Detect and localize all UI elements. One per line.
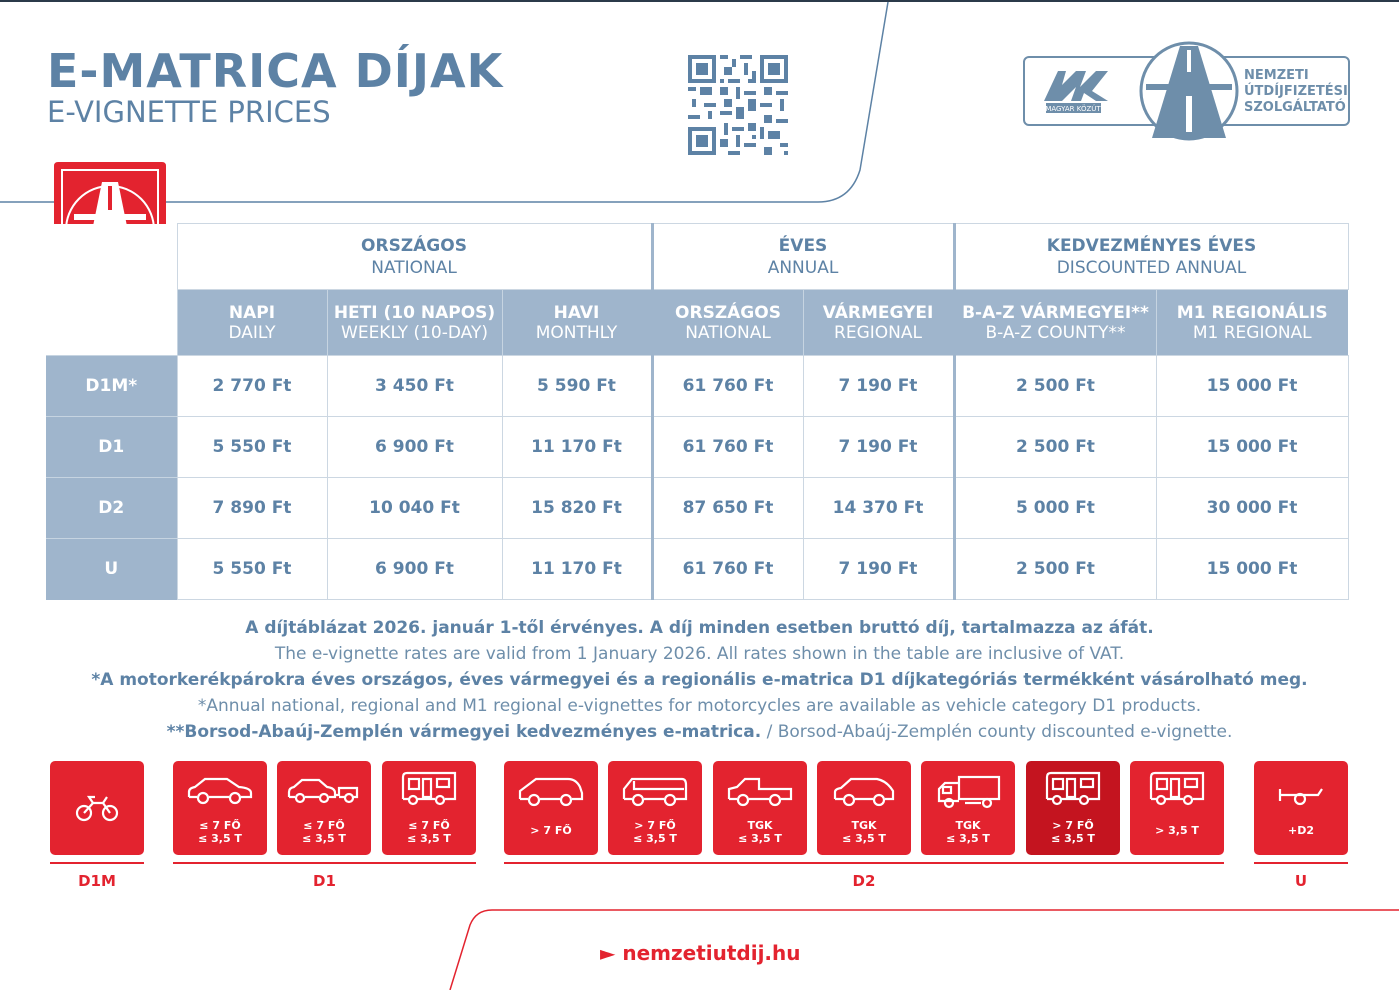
pickup-icon	[725, 775, 795, 809]
row-label: D1M*	[46, 356, 177, 417]
category-tile-u: +D2	[1254, 761, 1348, 855]
price-cell: 2 500 Ft	[954, 356, 1156, 417]
car-trailer-icon	[287, 775, 361, 807]
price-cell: 61 760 Ft	[652, 356, 803, 417]
category-tile: > 3,5 T	[1130, 761, 1224, 855]
category-tile: TGK ≤ 3,5 T	[713, 761, 807, 855]
group-line-d1m	[50, 862, 144, 864]
table-row	[46, 356, 1348, 417]
category-tile: > 7 FŐ ≤ 3,5 T	[608, 761, 702, 855]
sedan-icon	[185, 775, 255, 807]
price-cell: 11 170 Ft	[502, 417, 652, 478]
notes-block	[0, 615, 1399, 745]
table-group-header-row	[46, 224, 1348, 290]
page-subtitle: E-VIGNETTE PRICES	[47, 95, 331, 129]
camper-icon	[399, 771, 459, 807]
group-header-discounted: KEDVEZMÉNYES ÉVES DISCOUNTED ANNUAL	[954, 224, 1348, 290]
price-cell: 5 550 Ft	[177, 539, 327, 600]
category-tile: > 7 FŐ ≤ 3,5 T	[1026, 761, 1120, 855]
category-tile: TGK ≤ 3,5 T	[921, 761, 1015, 855]
price-cell: 5 590 Ft	[502, 356, 652, 417]
price-cell: 15 000 Ft	[1156, 539, 1348, 600]
category-tile: ≤ 7 FŐ ≤ 3,5 T	[277, 761, 371, 855]
category-tile: TGK ≤ 3,5 T	[817, 761, 911, 855]
category-tile-d1m	[50, 761, 144, 855]
price-cell: 15 000 Ft	[1156, 417, 1348, 478]
minivan-icon	[516, 775, 586, 809]
box-truck-icon	[935, 775, 1001, 811]
table-row	[46, 478, 1348, 539]
category-tile: ≤ 7 FŐ ≤ 3,5 T	[173, 761, 267, 855]
price-cell: 15 000 Ft	[1156, 356, 1348, 417]
price-cell: 2 770 Ft	[177, 356, 327, 417]
qr-code[interactable]	[688, 55, 788, 155]
column-header-baz-county: B-A-Z VÁRMEGYEI** B-A-Z COUNTY**	[954, 290, 1156, 356]
column-header-monthly: HAVI MONTHLY	[502, 290, 652, 356]
group-label-d1m: D1M	[78, 872, 116, 890]
price-cell: 61 760 Ft	[652, 417, 803, 478]
validity-note-hu: A díjtáblázat 2026. január 1-től érvényes. A díj minden esetben bruttó díj, tartalmazza az áfát.	[245, 618, 1154, 638]
group-label-d1: D1	[313, 872, 336, 890]
column-header-annual-regional: VÁRMEGYEI REGIONAL	[803, 290, 954, 356]
price-cell: 14 370 Ft	[803, 478, 954, 539]
price-cell: 10 040 Ft	[327, 478, 502, 539]
footer-curve	[440, 905, 1399, 990]
column-header-annual-national: ORSZÁGOS NATIONAL	[652, 290, 803, 356]
price-cell: 15 820 Ft	[502, 478, 652, 539]
road-circle-logo	[1138, 40, 1240, 142]
price-cell: 3 450 Ft	[327, 356, 502, 417]
price-cell: 5 000 Ft	[954, 478, 1156, 539]
group-line-d2	[504, 862, 1224, 864]
price-cell: 6 900 Ft	[327, 417, 502, 478]
motorcycle-icon	[73, 789, 121, 825]
price-cell: 30 000 Ft	[1156, 478, 1348, 539]
price-cell: 61 760 Ft	[652, 539, 803, 600]
camper-icon	[1147, 771, 1207, 807]
table-column-header-row	[46, 290, 1348, 356]
group-label-u: U	[1294, 872, 1308, 890]
price-cell: 7 890 Ft	[177, 478, 327, 539]
motorcycle-note-hu: *A motorkerékpárokra éves országos, éves vármegyei és a regionális e-matrica D1 díjkategóriás termékként vásárolható meg.	[91, 670, 1308, 690]
row-label: U	[46, 539, 177, 600]
van-icon	[620, 775, 690, 809]
baz-note: **Borsod-Abaúj-Zemplén vármegyei kedvezményes e-matrica. / Borsod-Abaúj-Zemplén county discounted e-vignette.	[166, 722, 1233, 742]
price-cell: 7 190 Ft	[803, 417, 954, 478]
magyar-kozut-logo	[1036, 63, 1126, 118]
column-header-daily: NAPI DAILY	[177, 290, 327, 356]
group-line-u	[1254, 862, 1348, 864]
price-table	[46, 223, 1349, 600]
validity-note-en: The e-vignette rates are valid from 1 January 2026. All rates shown in the table are inclusive of VAT.	[274, 644, 1125, 664]
column-header-m1-regional: M1 REGIONÁLIS M1 REGIONAL	[1156, 290, 1348, 356]
partner-logo-text: NEMZETI ÚTDÍJFIZETÉSI SZOLGÁLTATÓ	[1244, 68, 1348, 115]
category-tile: ≤ 7 FŐ ≤ 3,5 T	[382, 761, 476, 855]
camper-icon	[1043, 771, 1103, 807]
price-cell: 11 170 Ft	[502, 539, 652, 600]
group-header-national: ORSZÁGOS NATIONAL	[177, 224, 652, 290]
column-header-weekly: HETI (10 NAPOS) WEEKLY (10-DAY)	[327, 290, 502, 356]
price-cell: 6 900 Ft	[327, 539, 502, 600]
table-row	[46, 539, 1348, 600]
svg-text:MAGYAR KÖZÚT: MAGYAR KÖZÚT	[1045, 105, 1101, 113]
row-label: D2	[46, 478, 177, 539]
page-title: E-MATRICA DÍJAK	[47, 44, 504, 98]
trailer-icon	[1276, 783, 1326, 813]
price-cell: 7 190 Ft	[803, 356, 954, 417]
price-cell: 87 650 Ft	[652, 478, 803, 539]
table-row	[46, 417, 1348, 478]
group-line-d1	[173, 862, 476, 864]
row-label: D1	[46, 417, 177, 478]
price-cell: 5 550 Ft	[177, 417, 327, 478]
price-cell: 7 190 Ft	[803, 539, 954, 600]
price-cell: 2 500 Ft	[954, 417, 1156, 478]
price-cell: 2 500 Ft	[954, 539, 1156, 600]
group-header-annual: ÉVES ANNUAL	[652, 224, 954, 290]
website-link[interactable]: ► nemzetiutdij.hu	[600, 941, 801, 965]
category-tile: > 7 FŐ	[504, 761, 598, 855]
group-label-d2: D2	[852, 872, 876, 890]
hatchback-icon	[831, 775, 897, 809]
motorcycle-note-en: *Annual national, regional and M1 regional e-vignettes for motorcycles are available as vehicle category D1 products.	[197, 696, 1202, 716]
